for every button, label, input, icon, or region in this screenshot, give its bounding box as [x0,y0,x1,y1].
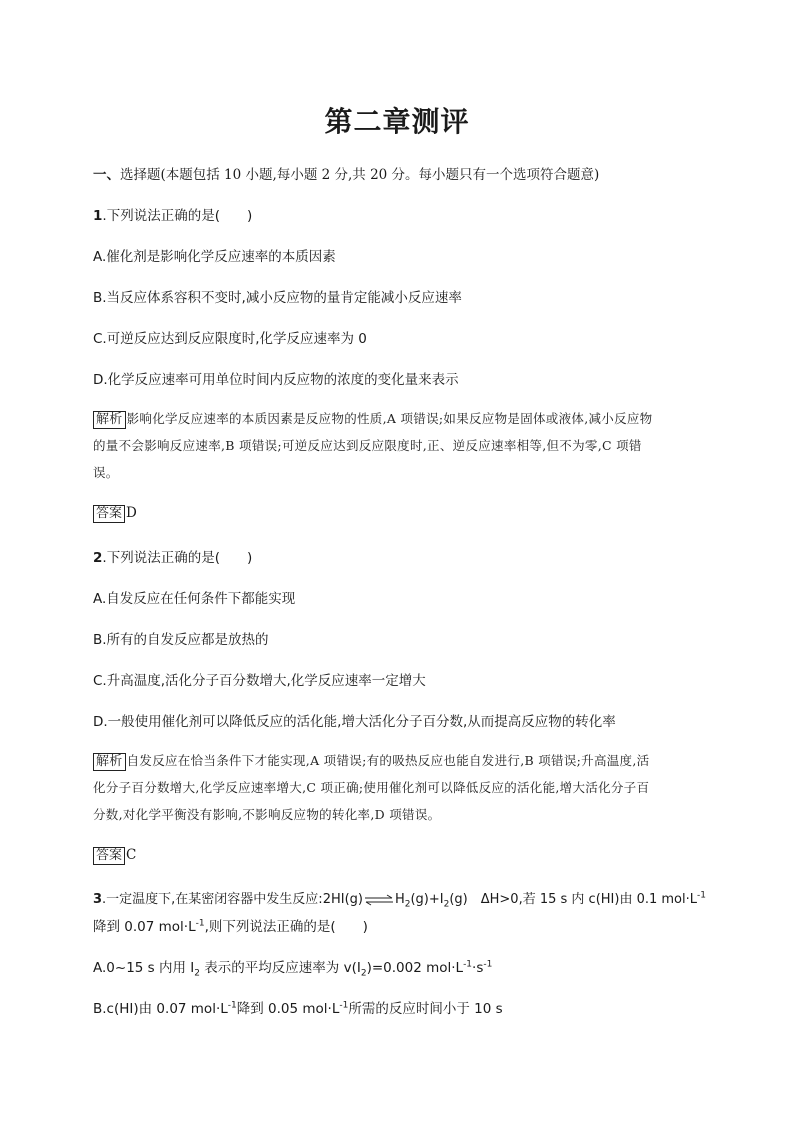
section-number: 一、 [93,167,120,183]
q2-option-a: A.自发反应在任何条件下都能实现 [93,591,296,607]
reversible-arrow-icon [364,894,394,906]
q1-explanation-line: 误。 [93,465,119,480]
answer-value: D [126,505,137,521]
q1-option-c: C.可逆反应达到反应限度时,化学反应速率为 0 [93,331,367,347]
q2-explanation-line: 解析 自发反应在恰当条件下才能实现,A 项错误;有的吸热反应也能自发进行,B 项错误;升高温度,活 [93,751,713,771]
section-text: 选择题(本题包括 10 小题,每小题 2 分,共 20 分。每小题只有一个选项符合题意) [120,167,600,183]
q1-option-b: B.当反应体系容积不变时,减小反应物的量肯定能减小反应速率 [93,290,462,306]
question-number: 3 [93,892,103,907]
answer-value: C [126,847,137,863]
q2-explanation-line: 化分子百分数增大,化学反应速率增大,C 项正确;使用催化剂可以降低反应的活化能,增大活化分子百 [93,780,650,795]
q1-answer [93,505,713,523]
answer-tag: 答案 [93,505,125,523]
question-1-stem: 1.下列说法正确的是( ) [93,208,253,224]
question-3-stem-line2: 降到 0.07 $mol\cdot L^{-1}$,则下列说法正确的是( ) [93,918,368,935]
question-number: 1 [93,208,103,224]
page-title: 第二章测评 [324,105,470,138]
q2-option-b: B.所有的自发反应都是放热的 [93,632,269,648]
section-heading [93,163,713,183]
answer-tag: 答案 [93,847,125,865]
question-3-stem: 3.一定温度下,在某密闭容器中发生反应:2HI(g) $H_2(g)+I_2(g)$ ΔH>0,若 15 s 内 c(HI)由 0.1 $mol\cdot L^{-1}$ [93,890,706,910]
q2-option-d: D.一般使用催化剂可以降低反应的活化能,增大活化分子百分数,从而提高反应物的转化率 [93,714,616,730]
explanation-tag: 解析 [93,411,126,429]
question-2-stem: 2.下列说法正确的是( ) [93,550,253,566]
q2-answer [93,847,713,865]
question-number: 2 [93,550,103,566]
q1-option-d: D.化学反应速率可用单位时间内反应物的浓度的变化量来表示 [93,372,459,388]
explanation-tag: 解析 [93,753,126,771]
q3-option-b: B.c(HI)由 0.07 $mol\cdot L^{-1}$降到 0.05 $mol\cdot L^{-1}$所需的反应时间小于 10 s [93,1000,503,1017]
q3-option-a: A.0~15 s 内用 $I_2$ 表示的平均反应速率为 $v(I_2)=0.002$ $mol\cdot L^{-1}\cdot s^{-1}$ [93,959,493,979]
q2-explanation-line: 分数,对化学平衡没有影响,不影响反应物的转化率,D 项错误。 [93,807,441,822]
q2-option-c: C.升高温度,活化分子百分数增大,化学反应速率一定增大 [93,673,426,689]
q1-option-a: A.催化剂是影响化学反应速率的本质因素 [93,249,336,265]
q1-explanation-line: 解析 影响化学反应速率的本质因素是反应物的性质,A 项错误;如果反应物是固体或液体,减小反应物 [93,409,713,429]
q1-explanation-line: 的量不会影响反应速率,B 项错误;可逆反应达到反应限度时,正、逆反应速率相等,但不为零,C 项错 [93,438,642,453]
